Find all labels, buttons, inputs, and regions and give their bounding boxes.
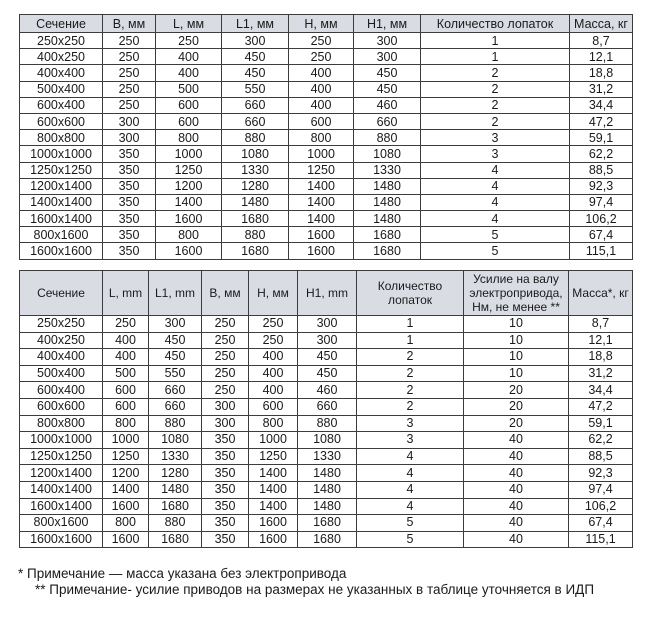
table-cell: 2 (357, 398, 464, 415)
table-cell: 880 (149, 515, 202, 532)
table-cell: 350 (103, 162, 156, 178)
table-row (20, 243, 633, 259)
table-cell: 62,2 (570, 146, 633, 162)
table-cell: 550 (149, 365, 202, 382)
table-cell: 3 (421, 130, 570, 146)
table-cell: 800 (249, 415, 298, 432)
table-cell: 3 (421, 146, 570, 162)
footnote-mass: * Примечание — масса указана без электропривода (18, 566, 347, 581)
table-cell: 1400 (249, 465, 298, 482)
table-cell: 1000x1000 (20, 432, 103, 449)
table-cell: 47,2 (569, 398, 633, 415)
table-cell: 1000 (103, 432, 149, 449)
table-row (20, 515, 633, 532)
table-cell: 1080 (149, 432, 202, 449)
table-cell: 660 (222, 113, 289, 129)
table-cell: 1 (421, 33, 570, 49)
column-header: H, мм (289, 15, 354, 33)
table-cell: 600x400 (20, 97, 103, 113)
table-cell: 1680 (222, 243, 289, 259)
table-cell: 1600x1600 (20, 243, 103, 259)
table-cell: 31,2 (569, 365, 633, 382)
table-cell: 300 (354, 49, 421, 65)
table-cell: 4 (421, 178, 570, 194)
table-cell: 2 (421, 113, 570, 129)
table-row (20, 130, 633, 146)
table-header-row (20, 271, 633, 316)
table-cell: 400x250 (20, 49, 103, 65)
table-cell: 20 (464, 415, 569, 432)
table-cell: 1330 (298, 448, 357, 465)
table-cell: 1480 (354, 211, 421, 227)
table-row (20, 432, 633, 449)
column-header: H, мм (249, 271, 298, 316)
table-cell: 600 (103, 382, 149, 399)
table-cell: 500 (103, 365, 149, 382)
table-cell: 880 (298, 415, 357, 432)
table-cell: 1080 (222, 146, 289, 162)
table-cell: 97,4 (569, 481, 633, 498)
table-cell: 1400 (289, 178, 354, 194)
table-cell: 4 (357, 481, 464, 498)
table-cell: 1600 (103, 531, 149, 548)
table-cell: 450 (149, 332, 202, 349)
table-row (20, 97, 633, 113)
table-row (20, 81, 633, 97)
table-cell: 250 (202, 382, 249, 399)
table-cell: 18,8 (570, 65, 633, 81)
table-cell: 18,8 (569, 349, 633, 366)
table-cell: 3 (357, 415, 464, 432)
column-header: B, мм (202, 271, 249, 316)
table-cell: 31,2 (570, 81, 633, 97)
table-cell: 350 (103, 194, 156, 210)
table-cell: 5 (421, 227, 570, 243)
table-cell: 1000 (289, 146, 354, 162)
table-cell: 3 (357, 432, 464, 449)
table-cell: 300 (103, 130, 156, 146)
table-row (20, 178, 633, 194)
table-cell: 2 (357, 382, 464, 399)
table-cell: 250 (289, 33, 354, 49)
table-cell: 1680 (354, 227, 421, 243)
table-cell: 1480 (298, 481, 357, 498)
table-cell: 250 (156, 33, 222, 49)
table-cell: 1000x1000 (20, 146, 103, 162)
column-header: H1, мм (354, 15, 421, 33)
table-cell: 250 (289, 49, 354, 65)
table-cell: 800 (103, 515, 149, 532)
table-cell: 4 (357, 465, 464, 482)
table-cell: 400 (249, 365, 298, 382)
table-cell: 1 (357, 332, 464, 349)
column-header: Масса, кг (570, 15, 633, 33)
table-cell: 1000 (249, 432, 298, 449)
table-cell: 1280 (149, 465, 202, 482)
table-cell: 500x400 (20, 81, 103, 97)
table-cell: 300 (103, 113, 156, 129)
table-cell: 800 (156, 227, 222, 243)
table-row (20, 332, 633, 349)
table-cell: 350 (202, 432, 249, 449)
table-cell: 2 (421, 65, 570, 81)
table-cell: 4 (421, 211, 570, 227)
table-cell: 350 (202, 448, 249, 465)
table-cell: 1400 (289, 194, 354, 210)
table-cell: 550 (222, 81, 289, 97)
table-cell: 10 (464, 316, 569, 333)
table-cell: 97,4 (570, 194, 633, 210)
table-cell: 59,1 (569, 415, 633, 432)
table-cell: 300 (149, 316, 202, 333)
table-cell: 92,3 (570, 178, 633, 194)
table-cell: 600 (156, 113, 222, 129)
column-header: H1, mm (298, 271, 357, 316)
table-cell: 250 (202, 365, 249, 382)
table-cell: 1200 (103, 465, 149, 482)
table-cell: 1480 (298, 465, 357, 482)
table-cell: 800 (289, 130, 354, 146)
table-cell: 1 (421, 49, 570, 65)
column-header: Количество лопаток (421, 15, 570, 33)
column-header: B, мм (103, 15, 156, 33)
table-cell: 5 (357, 515, 464, 532)
column-header: L1, мм (222, 15, 289, 33)
table-cell: 1680 (149, 498, 202, 515)
table-cell: 47,2 (570, 113, 633, 129)
table-cell: 400x400 (20, 65, 103, 81)
table-cell: 1 (357, 316, 464, 333)
footnote-actuator-force: ** Примечание- усилие приводов на размерах не указанных в таблице уточняется в ИДП (35, 582, 595, 597)
table-cell: 1250x1250 (20, 448, 103, 465)
table-cell: 1000 (156, 146, 222, 162)
table-row (20, 162, 633, 178)
table-cell: 460 (298, 382, 357, 399)
table-cell: 1600 (249, 515, 298, 532)
table-cell: 4 (357, 448, 464, 465)
table-cell: 400 (289, 81, 354, 97)
table-cell: 62,2 (569, 432, 633, 449)
table-row (20, 227, 633, 243)
table-cell: 1400 (249, 498, 298, 515)
table-cell: 8,7 (570, 33, 633, 49)
table-cell: 1600x1600 (20, 531, 103, 548)
table-row (20, 481, 633, 498)
table-cell: 1600 (289, 227, 354, 243)
column-header: Масса*, кг (569, 271, 633, 316)
table-cell: 1600 (156, 243, 222, 259)
table-cell: 450 (354, 81, 421, 97)
table-row (20, 465, 633, 482)
table-cell: 500x400 (20, 365, 103, 382)
table-cell: 20 (464, 398, 569, 415)
table-cell: 300 (298, 316, 357, 333)
table-cell: 300 (354, 33, 421, 49)
table-cell: 40 (464, 432, 569, 449)
table-row (20, 194, 633, 210)
table-cell: 40 (464, 515, 569, 532)
table-cell: 350 (103, 211, 156, 227)
table-cell: 5 (357, 531, 464, 548)
table-cell: 4 (421, 162, 570, 178)
table-cell: 250 (103, 316, 149, 333)
table-cell: 1250 (156, 162, 222, 178)
table-cell: 1330 (222, 162, 289, 178)
table-cell: 67,4 (570, 227, 633, 243)
table-cell: 880 (222, 130, 289, 146)
table-cell: 450 (354, 65, 421, 81)
table-cell: 115,1 (570, 243, 633, 259)
column-header: Сечение (20, 271, 103, 316)
table-cell: 250 (103, 97, 156, 113)
table-cell: 600 (103, 398, 149, 415)
table-cell: 1480 (222, 194, 289, 210)
table-cell: 1680 (149, 531, 202, 548)
table-cell: 8,7 (569, 316, 633, 333)
table-row (20, 349, 633, 366)
table-row (20, 113, 633, 129)
table-cell: 1600 (249, 531, 298, 548)
table-cell: 1680 (222, 211, 289, 227)
table-cell: 1200x1400 (20, 465, 103, 482)
table-cell: 10 (464, 365, 569, 382)
table-cell: 1400 (103, 481, 149, 498)
table-cell: 1480 (149, 481, 202, 498)
column-header: Сечение (20, 15, 103, 33)
table-cell: 92,3 (569, 465, 633, 482)
table-cell: 1080 (354, 146, 421, 162)
column-header: Усилие на валу электропривода, Нм, не менее ** (464, 271, 569, 316)
table-cell: 250 (249, 316, 298, 333)
table-cell: 88,5 (569, 448, 633, 465)
table-cell: 115,1 (569, 531, 633, 548)
table-cell: 660 (149, 382, 202, 399)
table-cell: 300 (202, 415, 249, 432)
table-cell: 40 (464, 448, 569, 465)
table-cell: 800x800 (20, 415, 103, 432)
table-cell: 660 (354, 113, 421, 129)
table-cell: 400 (249, 349, 298, 366)
table-cell: 1200 (156, 178, 222, 194)
table-cell: 1600 (156, 211, 222, 227)
table-cell: 2 (421, 97, 570, 113)
table-row (20, 211, 633, 227)
table-cell: 12,1 (569, 332, 633, 349)
dimensions-table-actuator (19, 270, 633, 548)
table-cell: 600x400 (20, 382, 103, 399)
table-cell: 400 (289, 97, 354, 113)
table-row (20, 398, 633, 415)
table-cell: 250 (103, 81, 156, 97)
column-header: L, mm (103, 271, 149, 316)
table-cell: 450 (298, 365, 357, 382)
table-cell: 106,2 (570, 211, 633, 227)
table-cell: 1280 (222, 178, 289, 194)
table-cell: 350 (103, 243, 156, 259)
table-cell: 1680 (354, 243, 421, 259)
table-cell: 1600x1400 (20, 498, 103, 515)
table-cell: 400 (289, 65, 354, 81)
table-cell: 1200x1400 (20, 178, 103, 194)
table-cell: 800 (103, 415, 149, 432)
table-cell: 450 (222, 65, 289, 81)
table-cell: 10 (464, 332, 569, 349)
table-cell: 400 (103, 349, 149, 366)
table-cell: 1680 (298, 515, 357, 532)
table-cell: 1330 (354, 162, 421, 178)
table-cell: 1250 (103, 448, 149, 465)
column-header: L, мм (156, 15, 222, 33)
table-cell: 460 (354, 97, 421, 113)
table-cell: 450 (222, 49, 289, 65)
table-cell: 34,4 (569, 382, 633, 399)
table-cell: 250 (202, 316, 249, 333)
table-cell: 600x600 (20, 398, 103, 415)
table-cell: 1400x1400 (20, 481, 103, 498)
table-row (20, 448, 633, 465)
table-cell: 1400x1400 (20, 194, 103, 210)
table-cell: 400 (249, 382, 298, 399)
table-cell: 4 (357, 498, 464, 515)
table-cell: 1080 (298, 432, 357, 449)
table-cell: 350 (202, 531, 249, 548)
table-cell: 450 (149, 349, 202, 366)
table-cell: 1400 (289, 211, 354, 227)
table-cell: 10 (464, 349, 569, 366)
table-cell: 67,4 (569, 515, 633, 532)
table-cell: 106,2 (569, 498, 633, 515)
table-cell: 250 (202, 332, 249, 349)
table-cell: 400 (156, 49, 222, 65)
table-cell: 800x1600 (20, 515, 103, 532)
table-cell: 1400 (156, 194, 222, 210)
table-cell: 600 (249, 398, 298, 415)
column-header: L1, mm (149, 271, 202, 316)
table-cell: 1480 (354, 178, 421, 194)
table-row (20, 415, 633, 432)
table-cell: 350 (103, 178, 156, 194)
table-cell: 1250x1250 (20, 162, 103, 178)
table-cell: 1480 (298, 498, 357, 515)
table-cell: 500 (156, 81, 222, 97)
table-cell: 40 (464, 465, 569, 482)
table-cell: 250 (103, 49, 156, 65)
table-cell: 250 (202, 349, 249, 366)
table-cell: 40 (464, 531, 569, 548)
table-cell: 400 (156, 65, 222, 81)
table-cell: 2 (421, 81, 570, 97)
table-row (20, 498, 633, 515)
table-cell: 300 (298, 332, 357, 349)
table-cell: 1600 (103, 498, 149, 515)
table-header-row (20, 15, 633, 33)
table-row (20, 65, 633, 81)
table-cell: 1600 (289, 243, 354, 259)
table-cell: 1250 (249, 448, 298, 465)
table-cell: 800x800 (20, 130, 103, 146)
table-cell: 1400 (249, 481, 298, 498)
table-cell: 350 (202, 515, 249, 532)
table-cell: 250 (249, 332, 298, 349)
table-row (20, 382, 633, 399)
table-row (20, 49, 633, 65)
table-cell: 880 (222, 227, 289, 243)
table-cell: 600x600 (20, 113, 103, 129)
table-cell: 350 (202, 498, 249, 515)
table-row (20, 316, 633, 333)
table-cell: 5 (421, 243, 570, 259)
footnotes (18, 566, 632, 598)
table-cell: 4 (421, 194, 570, 210)
table-row (20, 531, 633, 548)
table-cell: 660 (298, 398, 357, 415)
table-cell: 400x400 (20, 349, 103, 366)
table-cell: 88,5 (570, 162, 633, 178)
table-cell: 450 (298, 349, 357, 366)
table-cell: 350 (202, 481, 249, 498)
table-cell: 660 (149, 398, 202, 415)
table-cell: 1250 (289, 162, 354, 178)
table-cell: 350 (103, 146, 156, 162)
table-cell: 350 (103, 227, 156, 243)
table-row (20, 146, 633, 162)
column-header: Количество лопаток (357, 271, 464, 316)
table-cell: 400 (103, 332, 149, 349)
table-cell: 880 (354, 130, 421, 146)
table-row (20, 33, 633, 49)
table-cell: 1330 (149, 448, 202, 465)
table-cell: 12,1 (570, 49, 633, 65)
table-cell: 660 (222, 97, 289, 113)
table-row (20, 365, 633, 382)
table-cell: 800 (156, 130, 222, 146)
table-cell: 2 (357, 349, 464, 366)
table-cell: 34,4 (570, 97, 633, 113)
table-cell: 40 (464, 481, 569, 498)
table-cell: 350 (202, 465, 249, 482)
table-cell: 1600x1400 (20, 211, 103, 227)
table-cell: 600 (156, 97, 222, 113)
table-cell: 800x1600 (20, 227, 103, 243)
table-cell: 250x250 (20, 316, 103, 333)
table-cell: 20 (464, 382, 569, 399)
table-cell: 40 (464, 498, 569, 515)
table-cell: 250x250 (20, 33, 103, 49)
table-cell: 1480 (354, 194, 421, 210)
dimensions-table-basic (19, 14, 633, 260)
table-cell: 300 (202, 398, 249, 415)
table-cell: 1680 (298, 531, 357, 548)
table-cell: 400x250 (20, 332, 103, 349)
table-cell: 2 (357, 365, 464, 382)
table-cell: 250 (103, 33, 156, 49)
table-cell: 300 (222, 33, 289, 49)
table-cell: 250 (103, 65, 156, 81)
table-cell: 880 (149, 415, 202, 432)
table-cell: 600 (289, 113, 354, 129)
table-cell: 59,1 (570, 130, 633, 146)
